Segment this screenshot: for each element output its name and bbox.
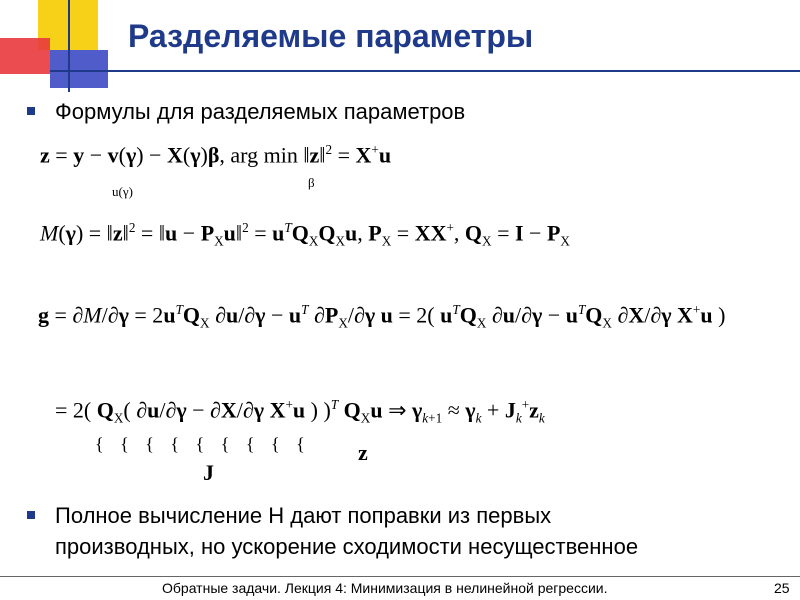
formula-line-4-brace: { { { { { { { { { — [95, 434, 311, 454]
formula-line-1: z = y − v(γ) − X(γ)β, arg min ‖z‖$^2$ = X+u — [40, 142, 392, 168]
bullet-marker-1 — [27, 107, 35, 115]
formula-line-4-label-z: z — [358, 440, 368, 465]
formula-line-2: M(γ) = ‖z‖$^2$ = ‖u − $P_Xu‖^2 = u^TQ_XQ_Xu$, $P_X = XX^+$, $Q_X = I - P_X$ — [40, 220, 570, 249]
title-rule — [50, 70, 800, 72]
formula-line-1-under-u: u(γ) — [112, 184, 133, 199]
slide-title: Разделяемые параметры — [128, 18, 534, 54]
bullet-text-1: Формулы для разделяемых параметров — [55, 99, 466, 124]
page-number: 25 — [774, 580, 790, 596]
formula-line-4: = 2( $Q_X$( ∂u/∂γ − ∂X/∂γ X+u ) )$^T$ $Q_Xu$ ⇒ $\gamma_{k+1} \approx \gamma_k + J_k^+z_k$ — [55, 397, 545, 426]
bullet-text-2-line-1: Полное вычисление H дают поправки из первых — [55, 503, 552, 528]
bullet-marker-2 — [27, 511, 35, 519]
decor-vertical-line — [68, 0, 70, 92]
formula-line-4-label-J: J — [203, 460, 214, 485]
decor-blue-block — [50, 50, 108, 88]
formula-line-1-under-beta: β — [308, 175, 315, 190]
footer-rule — [0, 576, 800, 577]
decor-red-block — [0, 38, 50, 74]
bullet-text-2-line-2: производных, но ускорение сходимости несущественное — [55, 534, 639, 559]
footer-text: Обратные задачи. Лекция 4: Минимизация в нелинейной регрессии. — [162, 580, 608, 596]
formula-line-3: $g = \partial M/\partial\gamma = 2u^TQ_X$ $\partial u/\partial\gamma - u^T$ $\partial P_X/\partial\gamma$ u = 2( $u^TQ_X$ $\partial u/\partial\gamma - u^TQ_X$ ∂X/∂γ X+u ) — [38, 302, 726, 331]
